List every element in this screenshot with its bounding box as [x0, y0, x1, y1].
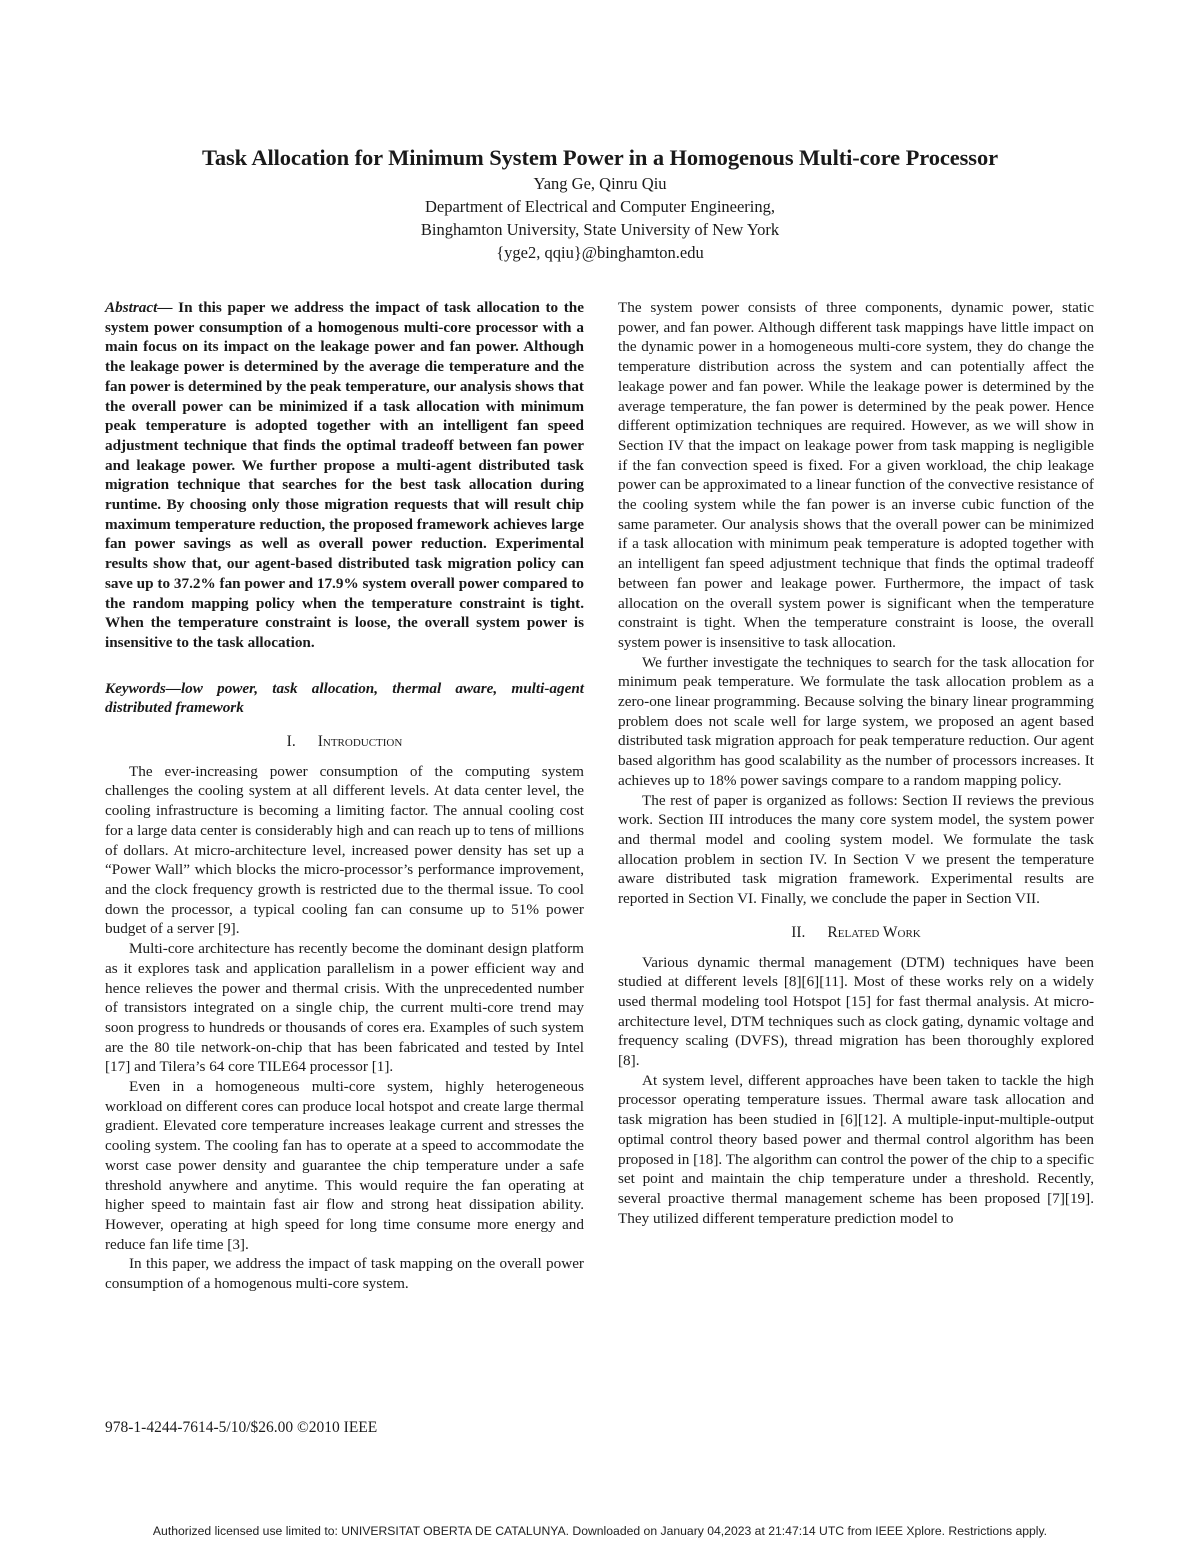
related-paragraph-1: Various dynamic thermal management (DTM) techniques have been studied at different levels [8][6][11]. Most of these works rely on a widely used thermal modeling tool Hotspot [15] for fast thermal analysis. At micro-architecture level, DTM techniques such as clock gating, dynamic voltage and frequency scaling (DVFS), thread migration has been thoroughly explored [8].	[618, 953, 1094, 1070]
intro-paragraph-1: The ever-increasing power consumption of the computing system challenges the cooling system at all different levels. At data center level, the cooling infrastructure is becoming a limiting factor. The annual cooling cost for a large data center is considerably high and can reach up to tens of millions of dollars. At micro-architecture level, increased power density has set up a “Power Wall” which blocks the micro-processor’s performance improvement, and the clock frequency growth is restricted due to the thermal issue. To cool down the processor, a typical cooling fan can consume up to 51% power budget of a server [9].	[105, 762, 584, 938]
intro-paragraph-7: The rest of paper is organized as follows: Section II reviews the previous work. Section III introduces the many core system model, the system power and thermal model and cooling system model. We formulate the task allocation problem in section IV. In Section V we present the temperature aware distributed task migration framework. Experimental results are reported in Section VI. Finally, we conclude the paper in Section VII.	[618, 791, 1094, 908]
intro-paragraph-6: We further investigate the techniques to search for the task allocation for minimum peak temperature. We formulate the task allocation problem as a zero-one linear programming. Because solving the binary linear programming problem does not scale well for large system, we proposed an agent based distributed task migration approach for peak temperature reduction. Our agent based algorithm has good scalability as the number of processors increases. It achieves up to 18% power savings compare to a random mapping policy.	[618, 653, 1094, 789]
affiliation-university: Binghamton University, State University of New York	[420, 220, 780, 239]
section-heading-introduction: I. Introduction	[286, 733, 403, 751]
copyright-notice: 978-1-4244-7614-5/10/$26.00 ©2010 IEEE	[105, 1419, 378, 1436]
abstract-label: Abstract—	[105, 299, 173, 316]
license-footer: Authorized licensed use limited to: UNIVERSITAT OBERTA DE CATALUNYA. Downloaded on January 04,2023 at 21:47:14 UTC from IEEE Xplore. Restrictions apply.	[152, 1524, 1048, 1538]
paper-title: Task Allocation for Minimum System Power in a Homogenous Multi-core Processor	[201, 145, 998, 170]
abstract-text: In this paper we address the impact of task allocation to the system power consumption of a homogenous multi-core processor with a main focus on its impact on the leakage power and fan power. Although the leakage power is determined by the average die temperature and the fan power is determined by the peak temperature, our analysis shows that the overall power can be minimized if a task allocation with minimum peak temperature is adopted together with an intelligent fan speed adjustment technique that finds the optimal tradeoff between fan power and leakage power. We further propose a multi-agent distributed task migration technique that searches for the best task allocation during runtime. By choosing only those migration requests that will result chip maximum temperature reduction, the proposed framework achieves large fan power savings as well as overall power reduction. Experimental results show that, our agent-based distributed task migration policy can save up to 37.2% fan power and 17.9% system overall power compared to the random mapping policy when the temperature constraint is tight. When the temperature constraint is loose, the overall system power is insensitive to the task allocation.	[105, 299, 584, 651]
left-column	[105, 298, 584, 1294]
affiliation-department: Department of Electrical and Computer Engineering,	[424, 197, 776, 216]
keywords: Keywords—low power, task allocation, thermal aware, multi-agent distributed framework	[105, 679, 584, 717]
intro-paragraph-5: The system power consists of three components, dynamic power, static power, and fan power. Although different task mappings have little impact on the dynamic power in a homogeneous multi-core system, they do change the temperature distribution across the system and can potentially affect the leakage power and fan power. While the leakage power is determined by the average temperature, the fan power is determined by the peak power. Hence different optimization techniques are required. However, as we will show in Section IV that the impact on leakage power from task mapping is negligible if the fan convection speed is fixed. For a given workload, the chip leakage power can be approximated to a linear function of the convective resistance of the cooling system while the fan power is an inverse cubic function of the same parameter. Our analysis shows that the overall power can be minimized if a task allocation with minimum peak temperature is adopted together with an intelligent fan speed adjustment technique that finds the optimal tradeoff between fan power and leakage power. Furthermore, the impact of task allocation on the overall system power is significant when the temperature constraint is tight. When the temperature constraint is loose, the overall system power is insensitive to task allocation.	[618, 299, 1094, 651]
right-column	[618, 298, 1094, 1228]
author-names: Yang Ge, Qinru Qiu	[533, 174, 667, 193]
related-paragraph-2: At system level, different approaches have been taken to tackle the high processor operating temperature issues. Thermal aware task allocation and task migration has been studied in [6][12]. A multiple-input-multiple-output optimal control theory based power and thermal control algorithm has been proposed in [18]. The algorithm can control the power of the chip to a specific set point and maintain the chip temperature under a threshold. Recently, several proactive thermal management scheme has been proposed [7][19]. They utilized different temperature prediction model to	[618, 1071, 1094, 1227]
intro-paragraph-3: Even in a homogeneous multi-core system, highly heterogeneous workload on different cores can produce local hotspot and create large thermal gradient. Elevated core temperature increases leakage current and stresses the cooling system. The cooling fan has to operate at a speed to accommodate the worst case power density and guarantee the chip temperature under a safe threshold anywhere and anytime. This would require the fan operating at higher speed to maintain fast air flow and strong heat dissipation ability. However, operating at high speed for long time consume more energy and reduce fan life time [3].	[105, 1078, 584, 1253]
author-emails: {yge2, qqiu}@binghamton.edu	[496, 243, 704, 262]
intro-paragraph-2: Multi-core architecture has recently become the dominant design platform as it explores task and application parallelism in a power efficient way and hence relieves the power and thermal crisis. With the unprecedented number of transistors integrated on a single chip, the current multi-core trend may soon progress to hundreds or thousands of cores era. Examples of such system are the 80 tile network-on-chip that has been fabricated and tested by Intel [17] and Tilera’s 64 core TILE64 processor [1].	[105, 940, 584, 1076]
abstract	[105, 298, 584, 653]
intro-paragraph-4: In this paper, we address the impact of task mapping on the overall power consumption of a homogenous multi-core system.	[105, 1255, 584, 1293]
section-heading-related-work: II. Related Work	[791, 923, 921, 941]
